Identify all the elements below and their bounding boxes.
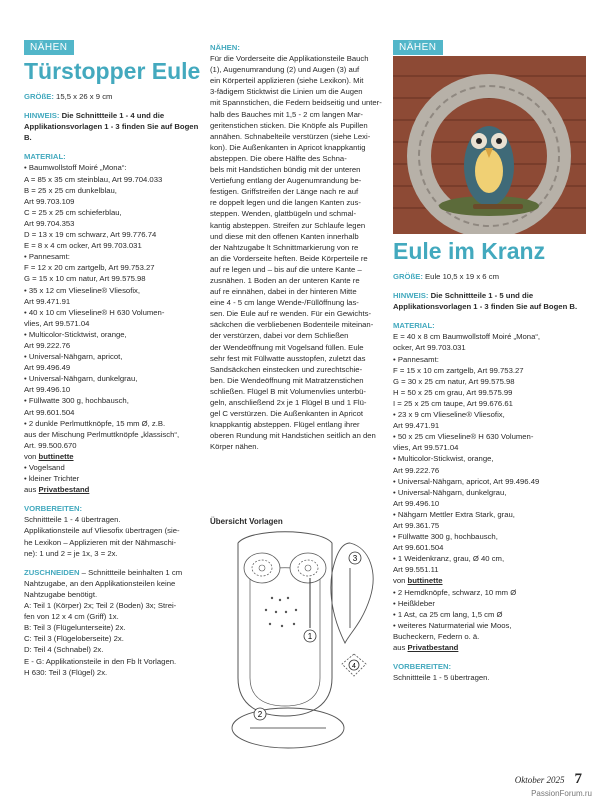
- vorbereiten-text-right: [393, 672, 578, 683]
- material-list: [24, 162, 204, 450]
- text-line: Schnittteile 1 - 4 übertragen.: [24, 515, 121, 525]
- text-line: C = 25 x 25 cm schieferblau,: [24, 207, 122, 217]
- text-line: • Füllwatte 300 g, hochbausch,: [24, 396, 129, 406]
- aus-label: aus: [24, 485, 39, 495]
- vorbereiten-heading: VORBEREITEN:: [24, 504, 83, 514]
- privatbestand-label-right: Privatbestand: [407, 643, 459, 652]
- text-line: auf re legen und – bis auf die untere Kante –: [210, 264, 362, 274]
- text-line: • Baumwollstoff Moiré „Mona“:: [24, 163, 127, 173]
- text-line: Art 99.496.49: [24, 363, 71, 373]
- text-line: B: Teil 3 (Flügelunterseite) 2x.: [24, 623, 126, 633]
- text-line: • 23 x 9 cm Vlieseline® Vliesofix,: [393, 410, 505, 420]
- text-line: zusnähen. 1 Boden an der unteren Kante re: [210, 275, 360, 285]
- text-line: Körper nähen.: [210, 442, 259, 452]
- text-line: E - G: Applikationsteile in den Fb lt Vorlagen.: [24, 656, 177, 666]
- page-number: 7: [574, 771, 582, 787]
- diagram-title: Übersicht Vorlagen: [210, 517, 283, 526]
- text-line: an die Vorderseite heften. Beide Körperteile re: [210, 253, 368, 263]
- text-line: • Nähgarn Mettler Extra Stark, grau,: [393, 509, 515, 519]
- text-line: Art 99.601.504: [393, 543, 444, 553]
- von-label-right: von: [393, 576, 408, 586]
- text-line: Bucheckern, Federn o. ä.: [393, 631, 480, 641]
- text-line: sen. Die Eule auf re wenden. Für ein Gewichts-: [210, 309, 372, 319]
- text-line: ein Körperteil applizieren (siehe Lexikon). Mit: [210, 76, 364, 86]
- material-list-right: [393, 331, 578, 575]
- text-line: • Universal-Nähgarn, dunkelgrau,: [24, 374, 138, 384]
- text-line: • kleiner Trichter: [24, 474, 80, 484]
- text-line: • 50 x 25 cm Vlieseline® H 630 Volumen-: [393, 432, 534, 442]
- label-1: 1: [307, 632, 313, 641]
- material-heading-right: MATERIAL:: [393, 321, 435, 331]
- text-line: Art. 99.500.670: [24, 440, 77, 450]
- text-line: G = 15 x 10 cm natur, Art 99.575.98: [24, 274, 146, 284]
- hint-label: HINWEIS:: [24, 111, 60, 121]
- buttinette-link-right[interactable]: buttinette: [407, 576, 443, 586]
- text-line: säckchen die verbliebenen Bodenteile miteinan-: [210, 320, 374, 330]
- text-line: gel C verstürzen. Die Außenkanten in Apricot: [210, 409, 363, 419]
- text-line: kantig absteppen. Streifen zur Schlaufe legen: [210, 220, 366, 230]
- text-line: eine 4 - 5 cm lange Wende-/Füllöffnung las-: [210, 298, 359, 308]
- text-line: • Universal-Nähgarn, apricot,: [24, 352, 123, 362]
- text-line: G = 30 x 25 cm natur, Art 99.575.98: [393, 376, 515, 386]
- text-line: bels mit Handstichen bündig mit der unteren: [210, 165, 361, 175]
- text-line: Art 99.496.10: [393, 498, 440, 508]
- text-line: • Multicolor-Stickwist, orange,: [393, 454, 494, 464]
- text-line: E = 40 x 8 cm Baumwollstoff Moiré „Mona“,: [393, 332, 541, 342]
- text-line: vlies, Art 99.571.04: [24, 318, 90, 328]
- text-line: Sandsäckchen einstecken und zurechtschie-: [210, 364, 363, 374]
- text-line: • Heißkleber: [393, 598, 435, 608]
- text-line: sehr fest mit Füllwatte ausstopfen, zuletzt das: [210, 353, 366, 363]
- text-line: • Pannesamt:: [393, 354, 439, 364]
- text-line: E = 8 x 4 cm ocker, Art 99.703.031: [24, 241, 142, 251]
- extra-list: [24, 462, 204, 484]
- text-line: der verstürzen, dabei vor dem Schließen: [210, 331, 349, 341]
- text-line: geritenstichen sticken. Die Knöpfe als Pupillen: [210, 120, 368, 130]
- text-line: geln, anschließend 2x je 1 Flügel B und 1 Flü-: [210, 398, 367, 407]
- text-line: • weiteres Naturmaterial wie Moos,: [393, 620, 512, 630]
- zuschneiden-text: [24, 578, 204, 678]
- text-line: und diese mit den offenen Kanten innerhalb: [210, 231, 359, 241]
- text-line: Art 99.496.10: [24, 385, 71, 395]
- von-label: von: [24, 451, 39, 461]
- text-line: • Universal-Nähgarn, apricot, Art 99.496.49: [393, 476, 540, 486]
- zuschneiden-intro: – Schnittteile beinhalten 1 cm: [79, 567, 183, 577]
- text-line: H 630: Teil 3 (Flügel) 2x.: [24, 667, 108, 677]
- text-line: Nahtzugabe, an den Applikationsteilen keine Nahtzugabe benötigt.: [24, 578, 176, 599]
- page-title-eule-kranz: Eule im Kranz: [393, 238, 546, 264]
- text-line: Art 99.222.76: [393, 465, 440, 475]
- text-line: absteppen. Die obere Hälfte des Schna-: [210, 153, 347, 163]
- text-line: • 1 Weidenkranz, grau, Ø 40 cm,: [393, 554, 505, 564]
- text-line: • Multicolor-Sticktwist, orange,: [24, 329, 127, 339]
- text-line: • 1 Ast, ca 25 cm lang, 1,5 cm Ø: [393, 609, 503, 619]
- text-line: ben. Die Wendeöffnung mit Matratzenstichen: [210, 375, 364, 385]
- text-line: mit Spannstichen, die Federn beidseitig und unter-: [210, 98, 382, 108]
- size-label-right: GRÖßE:: [393, 272, 423, 281]
- text-line: • 2 Hemdknöpfe, schwarz, 10 mm Ø: [393, 587, 517, 597]
- text-line: B = 25 x 25 cm dunkelblau,: [24, 185, 117, 195]
- naehen-heading: NÄHEN:: [210, 43, 240, 52]
- text-line: • Pannesamt:: [24, 252, 70, 262]
- text-line: knappkantig absteppen. Flügel entlang ihrer: [210, 420, 360, 430]
- size-value: 15,5 x 26 x 9 cm: [53, 92, 113, 101]
- naehen-instructions: [210, 53, 388, 452]
- hint-text: Die Schnittteile 1 - 4 und die Applikationsvorlagen 1 - 3 finden Sie auf Bogen B.: [24, 111, 199, 143]
- text-line: he Lexikon – Applizieren mit der Nähmaschi-: [24, 537, 177, 547]
- text-line: A: Teil 1 (Körper) 2x; Teil 2 (Boden) 3x; Strei-: [24, 601, 177, 611]
- text-line: steppen. Wenden, glattbügeln und schmal-: [210, 209, 357, 219]
- zuschneiden-heading: ZUSCHNEIDEN: [24, 567, 80, 577]
- text-line: schließen. Flügel B mit Volumenvlies unterbü-: [210, 386, 366, 396]
- label-3: 3: [352, 554, 358, 563]
- pattern-overview-diagram: [210, 528, 388, 760]
- hint-text-right: Die Schnittteile 1 - 5 und die Applikationsvorlagen 1 - 3 finden Sie auf Bogen B.: [393, 291, 578, 312]
- text-line: Für die Vorderseite die Applikationsteile Bauch: [210, 54, 369, 64]
- eye-right-outline: [290, 553, 326, 583]
- text-line: vlies, Art 99.571.04: [393, 443, 459, 453]
- text-line: fen von 12 x 4 cm (Griff) 1x.: [24, 612, 119, 622]
- privatbestand-label: Privatbestand: [38, 485, 90, 495]
- section-tag-left: NÄHEN: [24, 40, 74, 55]
- text-line: annähen. Schnabelteile verstürzen (siehe Lexi-: [210, 131, 371, 141]
- text-line: 3-fädigem Sticktwist die Linien um die Augen: [210, 87, 363, 97]
- text-line: D: Teil 4 (Schnabel) 2x.: [24, 645, 104, 655]
- text-line: Art 99.471.91: [393, 421, 440, 431]
- text-line: D = 13 x 19 cm schwarz, Art 99.776.74: [24, 230, 157, 240]
- text-line: • 40 x 10 cm Vlieseline® H 630 Volumen-: [24, 307, 165, 317]
- text-line: A = 85 x 35 cm steinblau, Art 99.704.033: [24, 174, 163, 184]
- vorbereiten-text: [24, 514, 204, 558]
- text-line: (1), Augenumrandung (2) und Augen (3) auf: [210, 65, 360, 75]
- feather-stitches: [265, 597, 297, 627]
- text-line: H = 50 x 25 cm grau, Art 99.575.99: [393, 387, 513, 397]
- page-footer: [515, 770, 582, 788]
- text-line: Art 99.704.353: [24, 218, 75, 228]
- vorbereiten-heading-right: VORBEREITEN:: [393, 662, 452, 672]
- text-line: aus der Mischung Perlmuttknöpfe „klassisch“,: [24, 429, 180, 439]
- text-line: C: Teil 3 (Flügeloberseite) 2x.: [24, 634, 124, 644]
- owl-wreath-photo: [393, 56, 586, 234]
- section-tag-right: NÄHEN: [393, 40, 443, 55]
- text-line: oberen Rundung mit Handstichen seitlich an den: [210, 431, 376, 441]
- text-line: • Füllwatte 300 g, hochbausch,: [393, 532, 498, 542]
- hint-label-right: HINWEIS:: [393, 291, 429, 301]
- text-line: kon). Die Außenkanten in Apricot knappkantig: [210, 142, 366, 152]
- text-line: halb des Bauches mit 1,5 - 2 cm langen Mar-: [210, 109, 363, 119]
- buttinette-link[interactable]: buttinette: [38, 451, 74, 461]
- aus-label-right: aus: [393, 643, 408, 652]
- text-line: Art 99.601.504: [24, 407, 75, 417]
- text-line: F = 15 x 10 cm zartgelb, Art 99.753.27: [393, 365, 524, 375]
- text-line: • Universal-Nähgarn, dunkelgrau,: [393, 487, 507, 497]
- text-line: Vertiefung entlang der Augenumrandung be-: [210, 176, 362, 186]
- text-line: Art 99.471.91: [24, 296, 71, 306]
- middle-column: [210, 42, 388, 452]
- page-title-tuerstopper: Türstopper Eule: [24, 58, 201, 84]
- text-line: • 2 dunkle Perlmuttknöpfe, 15 mm Ø, z.B.: [24, 418, 166, 428]
- text-line: Art 99.551.11: [393, 565, 439, 575]
- watermark: PassionForum.ru: [531, 789, 592, 798]
- size-label: GRÖßE:: [24, 92, 54, 101]
- text-line: festigen. Griffstreifen der Länge nach re auf: [210, 187, 359, 197]
- text-line: Applikationsteile auf Vliesofix übertragen (sie-: [24, 526, 180, 536]
- text-line: • 35 x 12 cm Vlieseline® Vliesofix,: [24, 285, 141, 295]
- text-line: ocker, Art 99.703.031: [393, 343, 466, 353]
- label-4: 4: [352, 663, 356, 670]
- label-2: 2: [257, 710, 263, 719]
- extra-list-right: [393, 587, 578, 642]
- issue-label: Oktober 2025: [514, 775, 565, 785]
- text-line: Art 99.222.76: [24, 340, 71, 350]
- text-line: der Nahtzugabe lt Schnittmarkierung von re: [210, 242, 359, 252]
- right-column: [393, 271, 578, 683]
- text-line: F = 12 x 20 cm zartgelb, Art 99.753.27: [24, 263, 155, 273]
- text-line: I = 25 x 25 cm taupe, Art 99.676.61: [393, 398, 513, 408]
- eye-left-outline: [244, 553, 280, 583]
- text-line: auf re einnähen, dabei in der hinteren Mitte: [210, 287, 357, 297]
- text-line: re doppelt legen und die langen Kanten zus-: [210, 198, 361, 208]
- text-line: Schnittteile 1 - 5 übertragen.: [393, 673, 490, 683]
- text-line: Art 99.361.75: [393, 520, 440, 530]
- material-heading: MATERIAL:: [24, 152, 66, 162]
- text-line: • Vogelsand: [24, 463, 65, 472]
- text-line: der Wendeöffnung mit Vogelsand füllen. Eule: [210, 342, 364, 352]
- size-value-right: Eule 10,5 x 19 x 6 cm: [422, 272, 499, 281]
- text-line: ne): 1 und 2 = je 1x, 3 = 2x.: [24, 548, 118, 558]
- left-column: [24, 91, 204, 678]
- text-line: Art 99.703.109: [24, 196, 75, 206]
